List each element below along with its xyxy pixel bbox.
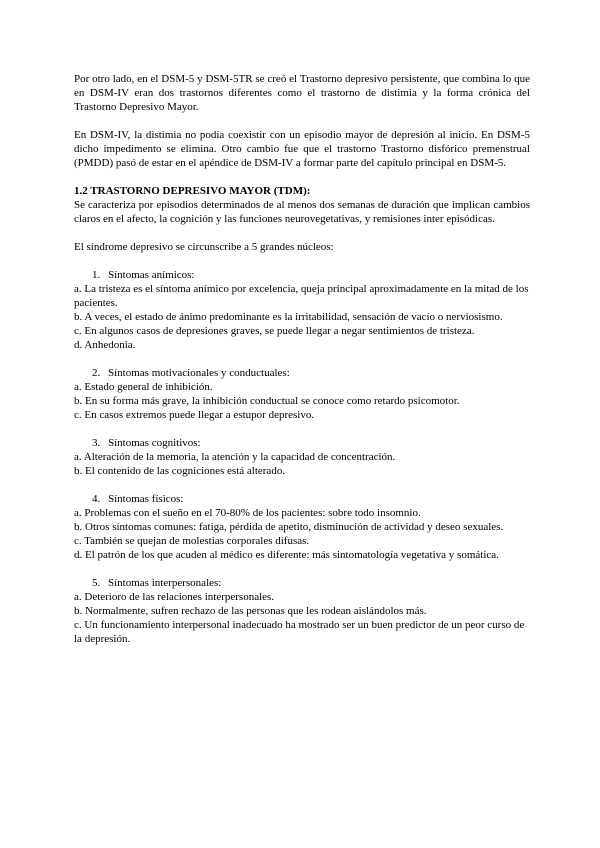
group-label: Síntomas motivacionales y conductuales: [108, 367, 290, 379]
group-label: Síntomas anímicos: [108, 269, 195, 281]
symptom-group-interpersonales [74, 576, 530, 646]
group-number: 1. [92, 269, 101, 281]
list-item: d. El patrón de los que acuden al médico es diferente: más sintomatología vegetativa y somática. [74, 549, 499, 561]
group-number: 5. [92, 577, 101, 589]
group-number: 4. [92, 493, 101, 505]
list-item: c. Un funcionamiento interpersonal inadecuado ha mostrado ser un buen predictor de un peor curso de la depresión. [74, 619, 525, 645]
group-label: Síntomas cognitivos: [108, 437, 201, 449]
paragraph-distimia-dsm: En DSM-IV, la distimia no podía coexistir con un episodio mayor de depresión al inicio. En DSM-5 dicho impedimento se elimina. Otro cambio fue que el trastorno Trastorno disfórico premenstrual (PMDD) pasó de estar en el apéndice de DSM-IV a formar parte del capítulo principal en DSM-5. [74, 129, 530, 169]
list-item: b. El contenido de las cogniciones está alterado. [74, 465, 286, 477]
section-description: Se caracteriza por episodios determinados de al menos dos semanas de duración que implican cambios claros en el afecto, la cognición y las funciones neurovegetativas, y remisiones inter episódicas. [74, 199, 530, 225]
symptom-group-fisicos [74, 492, 530, 562]
group-number: 2. [92, 367, 101, 379]
symptom-group-cognitivos [74, 436, 530, 478]
group-title [74, 436, 530, 450]
group-label: Síntomas físicos: [108, 493, 184, 505]
group-title [74, 268, 530, 282]
list-item: d. Anhedonia. [74, 339, 136, 351]
list-item: b. A veces, el estado de ánimo predominante es la irritabilidad, sensación de vacío o nerviosismo. [74, 311, 503, 323]
list-item: b. Otros síntomas comunes: fatiga, pérdida de apetito, disminución de actividad y deseo sexuales. [74, 521, 504, 533]
list-item: a. Problemas con el sueño en el 70-80% de los pacientes: sobre todo insomnio. [74, 507, 421, 519]
document-page [74, 72, 530, 660]
symptom-group-animicos [74, 268, 530, 352]
group-title [74, 366, 530, 380]
list-item: a. Estado general de inhibición. [74, 381, 213, 393]
list-item: a. Deterioro de las relaciones interpersonales. [74, 591, 275, 603]
list-item: c. En algunos casos de depresiones graves, se puede llegar a negar sentimientos de tristeza. [74, 325, 475, 337]
group-number: 3. [92, 437, 101, 449]
list-item: c. También se quejan de molestias corporales difusas. [74, 535, 310, 547]
list-item: c. En casos extremos puede llegar a estupor depresivo. [74, 409, 315, 421]
group-title [74, 576, 530, 590]
list-item: b. Normalmente, sufren rechazo de las personas que les rodean aislándolos más. [74, 605, 427, 617]
group-title [74, 492, 530, 506]
list-item: a. Alteración de la memoria, la atención y la capacidad de concentración. [74, 451, 396, 463]
paragraph-trastorno-persistente: Por otro lado, en el DSM-5 y DSM-5TR se creó el Trastorno depresivo persistente, que combina lo que en DSM-IV eran dos trastornos diferentes como el trastorno de distimia y la forma crónica del Trastorno Depresivo Mayor. [74, 73, 530, 113]
list-item: a. La tristeza es el síntoma anímico por excelencia, queja principal aproximadamente en la mitad de los pacientes. [74, 283, 529, 309]
symptom-group-motivacionales [74, 366, 530, 422]
group-label: Síntomas interpersonales: [108, 577, 222, 589]
list-item: b. En su forma más grave, la inhibición conductual se conoce como retardo psicomotor. [74, 395, 460, 407]
syndrome-intro: El síndrome depresivo se circunscribe a 5 grandes núcleos: [74, 241, 334, 253]
section-heading: 1.2 TRASTORNO DEPRESIVO MAYOR (TDM): [74, 185, 311, 197]
